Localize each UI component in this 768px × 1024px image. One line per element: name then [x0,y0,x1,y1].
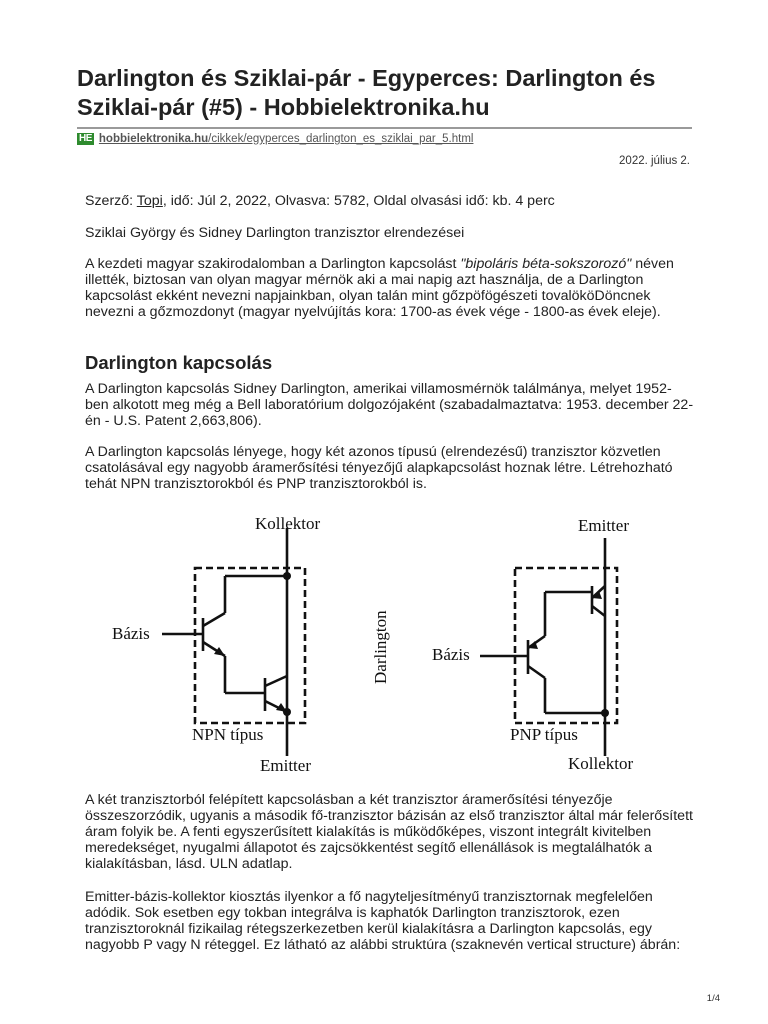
source-domain: hobbielektronika.hu [98,133,209,145]
pnp-collector-label: Kollektor [568,754,634,773]
intro-paragraph [85,256,695,320]
meta-prefix: Szerző: [85,193,137,209]
npn-collector-label: Kollektor [255,514,321,533]
pnp-base-label: Bázis [432,645,470,664]
history-paragraph: A Darlington kapcsolás Sidney Darlington, amerikai villamosmérnök találmánya, melyet 1952-ben alkotott meg még a Bell laboratórium dolgozójaként (szabadalmaztatva: 1953. december 22-én - U.S. Patent 2,663,806). [85,381,694,429]
darlington-vertical-label: Darlington [371,610,390,684]
npn-base-label: Bázis [112,624,150,643]
meta-rest: , idő: Júl 2, 2022, Olvasva: 5782, Oldal olvasási idő: kb. 4 perc [162,193,555,209]
principle-paragraph: A Darlington kapcsolás lényege, hogy két azonos típusú (elrendezésű) tranzisztor közvetlen csatolásával egy nagyobb áramerősítési tényezőjű alapkapcsolást hoznak létre. Létrehozható tehát NPN tranzisztorokból és PNP tranzisztorokból is. [85,444,673,492]
source-link[interactable] [99,133,474,145]
title-divider [77,127,692,129]
section-heading: Darlington kapcsolás [85,352,273,373]
npn-darlington-circuit [162,528,305,756]
npn-type-label: NPN típus [192,725,264,744]
darlington-diagram [100,508,660,778]
intro-pre: A kezdeti magyar szakirodalomban a Darlington kapcsolást [85,256,461,272]
pnp-type-label: PNP típus [510,725,578,744]
page-title: Darlington és Sziklai-pár - Egyperces: Darlington és Sziklai-pár (#5) - Hobbielektronika.hu [77,65,656,120]
page-number: 1/4 [706,993,720,1004]
print-date: 2022. július 2. [619,155,690,167]
subtitle-paragraph: Sziklai György és Sidney Darlington tranzisztor elrendezései [85,225,465,241]
intro-post: néven illették, biztosan van olyan magyar mérnök aki a mai napig azt használja, de a Darlington kapcsolást ekként nevezni napjainkban, olyan talán mint gőzpöfögészeti tovalököDöncnek nevezni a gőzmozdonyt (magyar nyelvújítás kora: 1700-as évek vége - 1800-as évek eleje). [85,256,674,320]
intro-quote: "bipoláris béta-sokszorozó" [460,256,632,272]
author-link[interactable]: Topi [136,193,163,209]
explanation-paragraph: A két tranzisztorból felépített kapcsolásban a két tranzisztor áramerősítési tényezője összeszorzódik, ugyanis a második fő-tranzisztor bázisán az első tranzisztor által már felerősített áram folyik be. A fenti egyszerűsített kialakítás is működőképes, viszont integrált kivitelben meredekséget, nyugalmi állapotot és zajcsökkentést segítő ellenállások is megtalálhatók a kialakításban, lásd. ULN adatlap. [85,792,693,872]
pnp-darlington-circuit [480,538,617,756]
site-logo-icon: HE [79,133,92,144]
source-path: /cikkek/egyperces_darlington_es_sziklai_par_5.html [208,133,474,145]
npn-emitter-label: Emitter [260,756,311,775]
pnp-emitter-label: Emitter [578,516,629,535]
structure-paragraph: Emitter-bázis-kollektor kiosztás ilyenkor a fő nagyteljesítményű tranzisztornak megfelelően adódik. Sok esetben egy tokban integrálva is kaphatók Darlington tranzisztorok, ezen tranzisztoroknál fizikailag rétegszerkezetben kerül kialakításra a Darlington kapcsolás, egy nagyobb P vagy N réteggel. Ez látható az alábbi struktúra (szaknevén vertical structure) ábrán: [85,889,681,953]
article-meta [85,193,695,209]
source-line [77,133,473,145]
